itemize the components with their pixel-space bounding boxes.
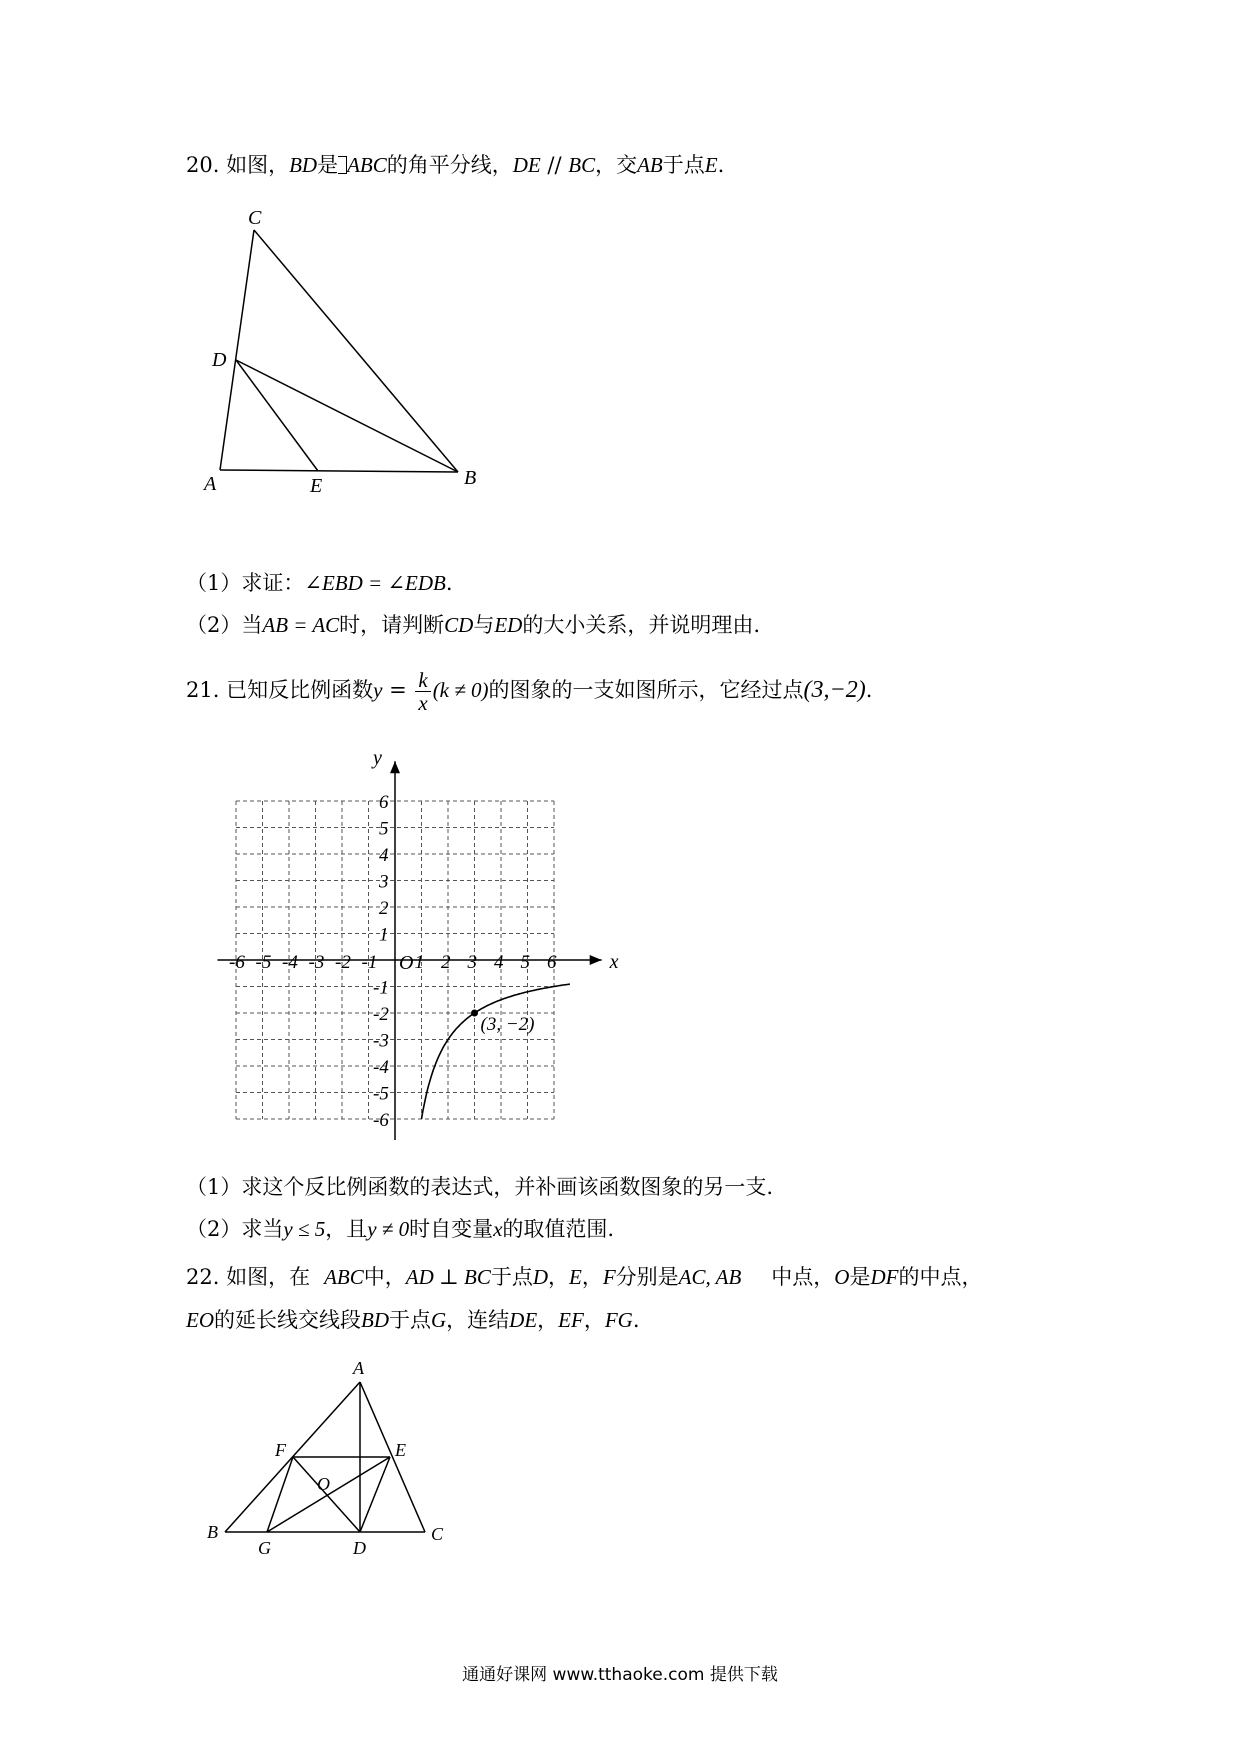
q21-statement: 21. 已知反比例函数y = $\frac{k}{x}$ (k ≠ 0)的图象的一支如图所示，它经过点(3,−2). [186,668,873,715]
x-tick-label: 1 [414,952,424,973]
x-axis-label: x [609,951,619,973]
q20-statement: 20. 如图，BD是 ABC的角平分线，DE // BC，交AB于点E. [186,153,725,177]
q22-statement-line1: 22. 如图，在 ABC中，AD ⊥ BC于点D，E，F分别是AC, AB 中点，O是DF的中点， [186,1265,983,1289]
q22-statement-line2: EO的延长线交线段BD于点G，连结DE，EF，FG. [186,1308,640,1332]
x-axis-arrow [590,955,602,965]
y-tick-label: 6 [379,792,389,813]
x-tick-label: 4 [494,952,504,973]
point-marker [471,1010,478,1017]
x-tick-label: -4 [282,952,298,973]
page-footer: 通通好课网 www.tthaoke.com 提供下载 [462,1665,778,1685]
q21-part2: （2）求当y ≤ 5，且y ≠ 0时自变量x的取值范围. [186,1217,615,1241]
y-tick-label: -3 [373,1030,389,1052]
y-axis-arrow [390,761,400,773]
x-tick-label: -2 [335,952,351,973]
q21-graph [200,730,620,1140]
vertex-label-a: A [353,1358,364,1378]
y-tick-label: 1 [379,924,389,946]
origin-label: O [399,952,414,974]
vertex-label-a: A [204,473,217,495]
x-tick-label: 2 [441,952,451,973]
vertex-label-e: E [395,1440,406,1460]
vertex-label-b: B [207,1522,218,1542]
y-tick-label: -4 [373,1057,389,1078]
vertex-label-e: E [310,475,323,497]
vertex-label-d: D [353,1538,366,1558]
y-tick-label: 5 [379,818,389,840]
y-axis-label: y [373,746,382,769]
y-tick-label: -6 [373,1110,389,1131]
vertex-label-c: C [431,1524,444,1544]
vertex-label-o: O [317,1474,330,1494]
q20-part1: （1）求证：∠EBD = ∠EDB. [186,571,453,595]
y-tick-label: -5 [373,1083,389,1105]
fraction-k-over-x: $\frac{k}{x}$ [415,669,430,714]
y-tick-label: -1 [373,977,389,999]
x-tick-label: 6 [547,952,557,973]
triangle-symbol [338,156,347,174]
vertex-label-g: G [258,1538,271,1558]
function-curve [422,984,570,1119]
y-tick-label: 2 [379,898,389,919]
y-tick-label: 4 [379,845,389,866]
x-tick-label: -3 [308,952,325,973]
y-tick-label: 3 [379,871,389,893]
y-tick-label: -2 [373,1004,389,1025]
q20-part2: （2）当AB = AC时，请判断CD与ED的大小关系，并说明理由. [186,613,761,637]
point-label: (3, −2) [480,1014,535,1035]
vertex-label-c: C [248,207,262,229]
x-tick-label: -6 [229,952,245,973]
vertex-label-d: D [212,349,227,371]
vertex-label-f: F [275,1440,286,1460]
x-tick-label: 3 [467,952,477,973]
vertex-label-b: B [464,467,477,489]
x-tick-label: 5 [520,952,530,973]
x-tick-label: -5 [255,952,272,973]
q21-part1: （1）求这个反比例函数的表达式，并补画该函数图象的另一支. [186,1175,774,1199]
q22-triangle-figure [205,1352,465,1572]
x-tick-label: -1 [361,952,378,973]
q20-triangle-figure [190,200,490,500]
